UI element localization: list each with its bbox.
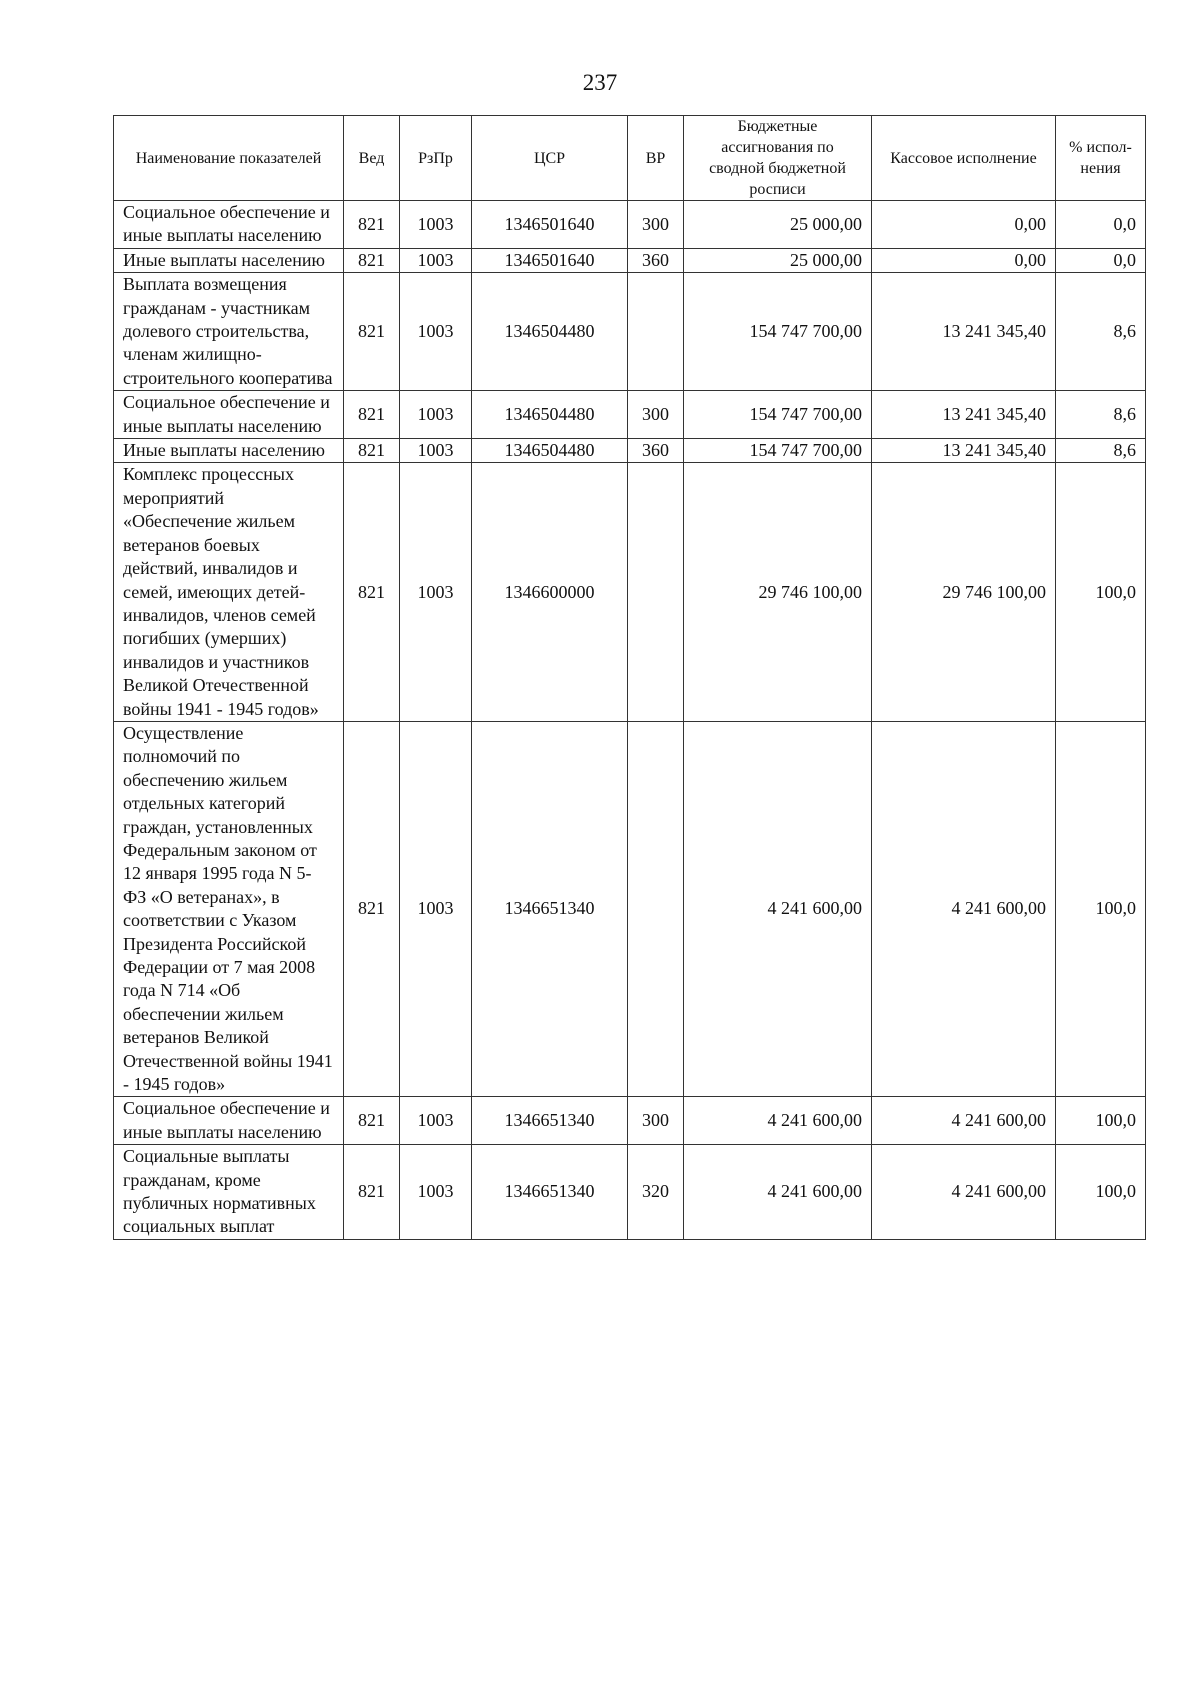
row-ved: 821 xyxy=(344,391,400,439)
row-vr xyxy=(628,273,684,391)
row-cash-execution: 4 241 600,00 xyxy=(872,721,1056,1097)
table-row xyxy=(114,721,1146,1097)
row-assignments: 154 747 700,00 xyxy=(684,439,872,463)
row-rzpr: 1003 xyxy=(400,273,472,391)
row-rzpr: 1003 xyxy=(400,391,472,439)
row-csr: 1346504480 xyxy=(472,273,628,391)
row-vr xyxy=(628,721,684,1097)
row-cash-execution: 13 241 345,40 xyxy=(872,439,1056,463)
table-row xyxy=(114,1145,1146,1240)
row-csr: 1346651340 xyxy=(472,1097,628,1145)
page-number: 237 xyxy=(582,70,618,95)
row-assignments: 154 747 700,00 xyxy=(684,273,872,391)
row-cash-execution: 0,00 xyxy=(872,201,1056,249)
row-vr: 360 xyxy=(628,248,684,272)
table-row xyxy=(114,439,1146,463)
row-ved: 821 xyxy=(344,248,400,272)
header-rzpr: РзПр xyxy=(400,116,472,201)
row-percent: 0,0 xyxy=(1056,201,1146,249)
row-rzpr: 1003 xyxy=(400,248,472,272)
row-cash-execution: 13 241 345,40 xyxy=(872,273,1056,391)
row-assignments: 4 241 600,00 xyxy=(684,1097,872,1145)
row-vr: 300 xyxy=(628,391,684,439)
row-vr xyxy=(628,463,684,721)
row-name: Выплата возмещения гражданам - участникам долевого строительства, членам жилищно-строительного кооператива xyxy=(114,273,344,391)
row-name: Социальные выплаты гражданам, кроме публичных нормативных социальных выплат xyxy=(114,1145,344,1240)
row-cash-execution: 13 241 345,40 xyxy=(872,391,1056,439)
row-percent: 8,6 xyxy=(1056,391,1146,439)
row-csr: 1346651340 xyxy=(472,721,628,1097)
row-name: Осуществление полномочий по обеспечению жильем отдельных категорий граждан, установленных Федеральным законом от 12 января 1995 года N 5-ФЗ «О ветеранах», в соответствии с Указом Президента Российской Федерации от 7 мая 2008 года N 714 «Об обеспечении жильем ветеранов Великой Отечественной войны 1941 - 1945 годов» xyxy=(114,721,344,1097)
table-row xyxy=(114,273,1146,391)
table-row xyxy=(114,248,1146,272)
row-ved: 821 xyxy=(344,1145,400,1240)
row-percent: 100,0 xyxy=(1056,1145,1146,1240)
row-percent: 8,6 xyxy=(1056,439,1146,463)
row-ved: 821 xyxy=(344,721,400,1097)
row-name: Комплекс процессных мероприятий «Обеспечение жильем ветеранов боевых действий, инвалидов и семей, имеющих детей-инвалидов, членов семей погибших (умерших) инвалидов и участников Великой Отечественной войны 1941 - 1945 годов» xyxy=(114,463,344,721)
row-ved: 821 xyxy=(344,201,400,249)
header-assignments: Бюджетные ассигнования по сводной бюджетной росписи xyxy=(684,116,872,201)
row-assignments: 154 747 700,00 xyxy=(684,391,872,439)
row-name: Иные выплаты населению xyxy=(114,248,344,272)
row-csr: 1346651340 xyxy=(472,1145,628,1240)
row-name: Социальное обеспечение и иные выплаты населению xyxy=(114,1097,344,1145)
row-assignments: 4 241 600,00 xyxy=(684,721,872,1097)
table-row xyxy=(114,391,1146,439)
header-ved: Вед xyxy=(344,116,400,201)
row-rzpr: 1003 xyxy=(400,721,472,1097)
row-percent: 8,6 xyxy=(1056,273,1146,391)
row-rzpr: 1003 xyxy=(400,1145,472,1240)
row-percent: 100,0 xyxy=(1056,463,1146,721)
budget-execution-table xyxy=(113,115,1146,1240)
row-name: Иные выплаты населению xyxy=(114,439,344,463)
row-percent: 100,0 xyxy=(1056,1097,1146,1145)
row-assignments: 25 000,00 xyxy=(684,201,872,249)
header-vr: ВР xyxy=(628,116,684,201)
row-cash-execution: 0,00 xyxy=(872,248,1056,272)
header-percent: % испол-нения xyxy=(1056,116,1146,201)
row-csr: 1346504480 xyxy=(472,439,628,463)
table-row xyxy=(114,1097,1146,1145)
row-rzpr: 1003 xyxy=(400,439,472,463)
row-assignments: 4 241 600,00 xyxy=(684,1145,872,1240)
row-csr: 1346600000 xyxy=(472,463,628,721)
row-rzpr: 1003 xyxy=(400,201,472,249)
row-cash-execution: 29 746 100,00 xyxy=(872,463,1056,721)
row-ved: 821 xyxy=(344,1097,400,1145)
row-assignments: 25 000,00 xyxy=(684,248,872,272)
row-rzpr: 1003 xyxy=(400,1097,472,1145)
row-vr: 300 xyxy=(628,201,684,249)
row-csr: 1346504480 xyxy=(472,391,628,439)
row-vr: 360 xyxy=(628,439,684,463)
table-row xyxy=(114,201,1146,249)
row-ved: 821 xyxy=(344,463,400,721)
row-rzpr: 1003 xyxy=(400,463,472,721)
table-header-row xyxy=(114,116,1146,201)
row-vr: 320 xyxy=(628,1145,684,1240)
row-csr: 1346501640 xyxy=(472,248,628,272)
row-percent: 0,0 xyxy=(1056,248,1146,272)
row-cash-execution: 4 241 600,00 xyxy=(872,1145,1056,1240)
header-name: Наименование показателей xyxy=(114,116,344,201)
table-row xyxy=(114,463,1146,721)
row-ved: 821 xyxy=(344,439,400,463)
row-ved: 821 xyxy=(344,273,400,391)
row-assignments: 29 746 100,00 xyxy=(684,463,872,721)
row-csr: 1346501640 xyxy=(472,201,628,249)
row-name: Социальное обеспечение и иные выплаты населению xyxy=(114,391,344,439)
row-percent: 100,0 xyxy=(1056,721,1146,1097)
row-vr: 300 xyxy=(628,1097,684,1145)
header-cash-execution: Кассовое исполнение xyxy=(872,116,1056,201)
row-name: Социальное обеспечение и иные выплаты населению xyxy=(114,201,344,249)
header-csr: ЦСР xyxy=(472,116,628,201)
row-cash-execution: 4 241 600,00 xyxy=(872,1097,1056,1145)
